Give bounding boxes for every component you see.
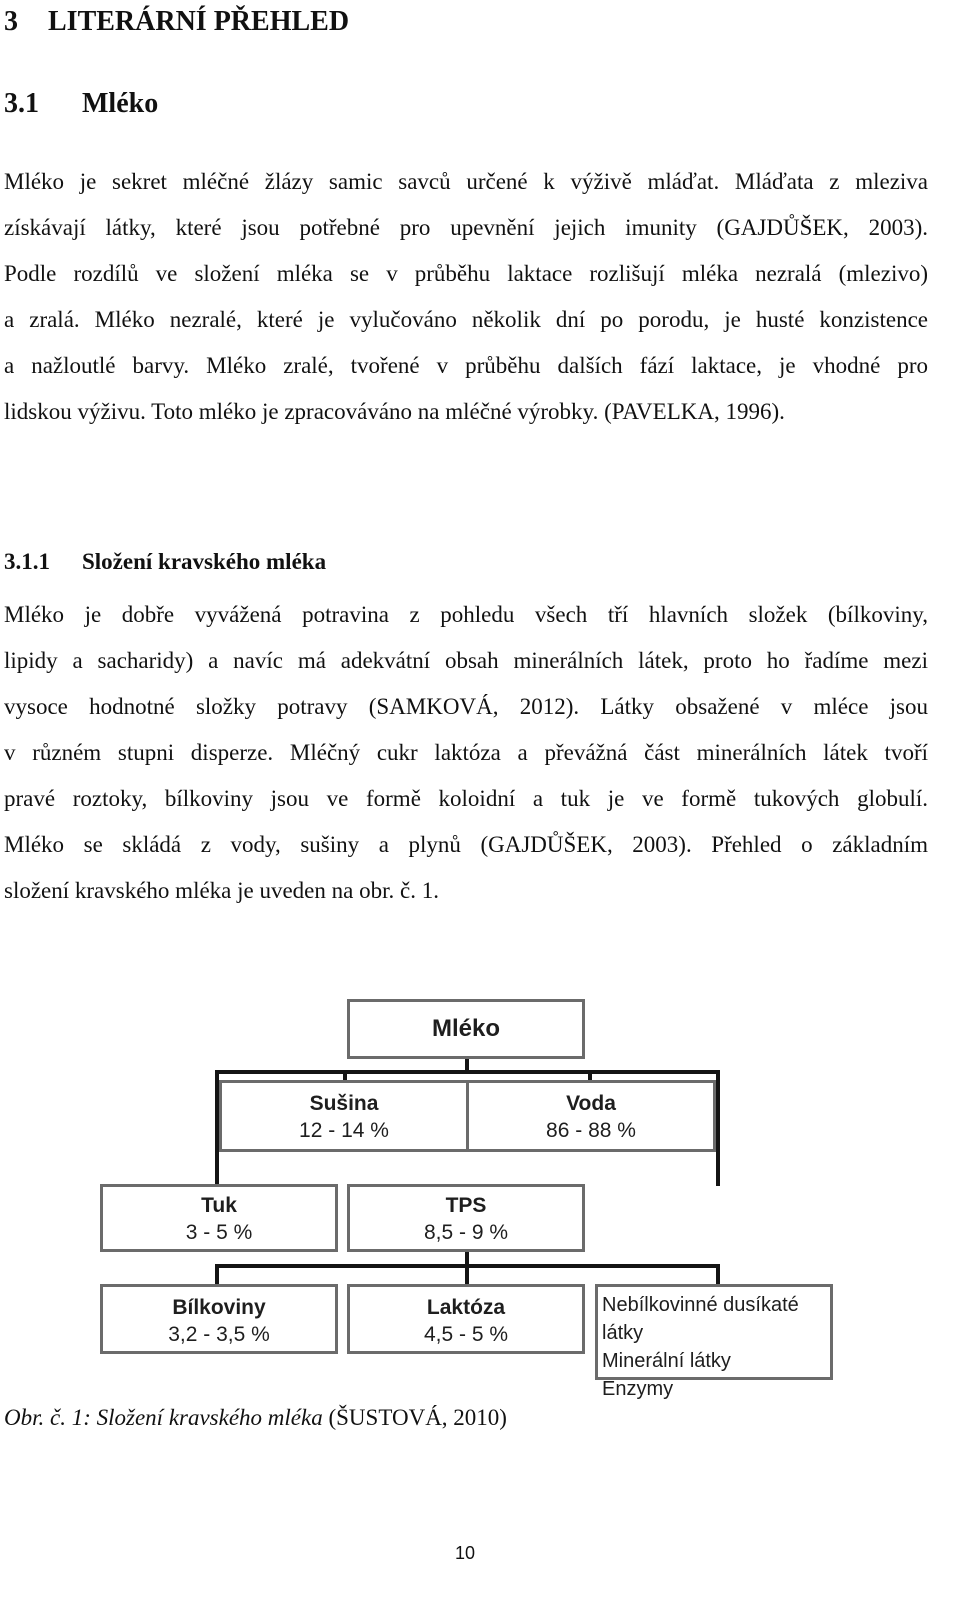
text-line: Podle rozdílů ve složení mléka se v průběhu laktace rozlišují mléka nezralá (mlezivo) [4,261,928,286]
box-tuk [100,1184,338,1252]
paragraph-milk-definition [4,159,928,435]
text-line: získávají látky, které jsou potřebné pro upevnění jejich imunity (GAJDŮŠEK, 2003). [4,215,928,240]
box-title: Tuk [201,1194,237,1217]
section-number: 3.1 [4,88,39,119]
connector-level3-left [215,1264,219,1286]
box-laktoza [347,1284,585,1354]
text-line: a nažloutlé barvy. Mléko zralé, tvořené v průběhu dalších fází laktace, je vhodné pro [4,353,928,378]
box-value: 8,5 - 9 % [423,1221,509,1244]
box-value: 3,2 - 3,5 % [168,1323,270,1346]
box-value: 4,5 - 5 % [423,1323,509,1346]
text-line: Mléko je sekret mléčné žlázy samic savců určené k výživě mláďat. Mláďata z mleziva [4,169,928,194]
box-mleko [347,999,585,1059]
box-susina [219,1080,469,1152]
text-line: složení kravského mléka je uveden na obr. č. 1. [4,878,439,903]
text-line: vysoce hodnotné složky potravy (SAMKOVÁ, 2012). Látky obsažené v mléce jsou [4,694,928,719]
box-value: 86 - 88 % [546,1119,636,1142]
page-number: 10 [454,1543,476,1563]
subsection-number: 3.1.1 [4,549,50,574]
box-title: TPS [445,1194,487,1217]
section-title: Mléko [82,88,159,119]
text-line: lidskou výživu. Toto mléko je zpracováváno na mléčné výrobky. (PAVELKA, 1996). [4,399,785,424]
box-voda [466,1080,716,1152]
text-line: a zralá. Mléko nezralé, které je vylučováno několik dní po porodu, je husté konzistence [4,307,928,332]
chapter-number: 3 [4,6,18,37]
chapter-heading [4,2,349,42]
subsection-title: Složení kravského mléka [82,549,327,574]
text-line: lipidy a sacharidy) a navíc má adekvátní obsah minerálních látek, proto ho řadíme mezi [4,648,928,673]
box-value: 3 - 5 % [185,1221,253,1244]
box-title: Bílkoviny [172,1296,266,1319]
box-title: Sušina [309,1092,379,1115]
section-heading [4,84,158,124]
connector-level2-right [716,1070,720,1186]
box-bilkoviny [100,1284,338,1354]
component-item: Minerální látky [602,1350,731,1372]
component-item: Enzymy [602,1378,674,1400]
box-title: Laktóza [426,1296,506,1319]
subsection-heading [4,546,326,578]
connector-level3-right [716,1264,720,1286]
milk-composition-diagram [0,995,960,1400]
text-line: Mléko je dobře vyvážená potravina z pohledu všech tří hlavních složek (bílkoviny, [4,602,928,627]
connector-level3-mid [465,1264,469,1286]
chapter-title: LITERÁRNÍ PŘEHLED [48,6,350,37]
box-title: Mléko [431,1015,500,1042]
component-item: Nebílkovinné dusíkaté látky [602,1294,799,1344]
box-title: Voda [566,1092,616,1115]
text-line: Mléko se skládá z vody, sušiny a plynů (GAJDŮŠEK, 2003). Přehled o základním [4,832,928,857]
caption-source: (ŠUSTOVÁ, 2010) [328,1405,507,1430]
caption-title: Obr. č. 1: Složení kravského mléka [4,1405,323,1430]
box-tps [347,1184,585,1252]
connector-level1-bar [215,1070,720,1074]
box-value: 12 - 14 % [299,1119,389,1142]
text-line: v různém stupni disperze. Mléčný cukr laktóza a převážná část minerálních látek tvoří [4,740,928,765]
figure-caption [4,1402,507,1434]
paragraph-milk-composition [4,592,928,914]
box-other-components [595,1284,833,1400]
text-line: pravé roztoky, bílkoviny jsou ve formě koloidní a tuk je ve formě tukových globulí. [4,786,928,811]
